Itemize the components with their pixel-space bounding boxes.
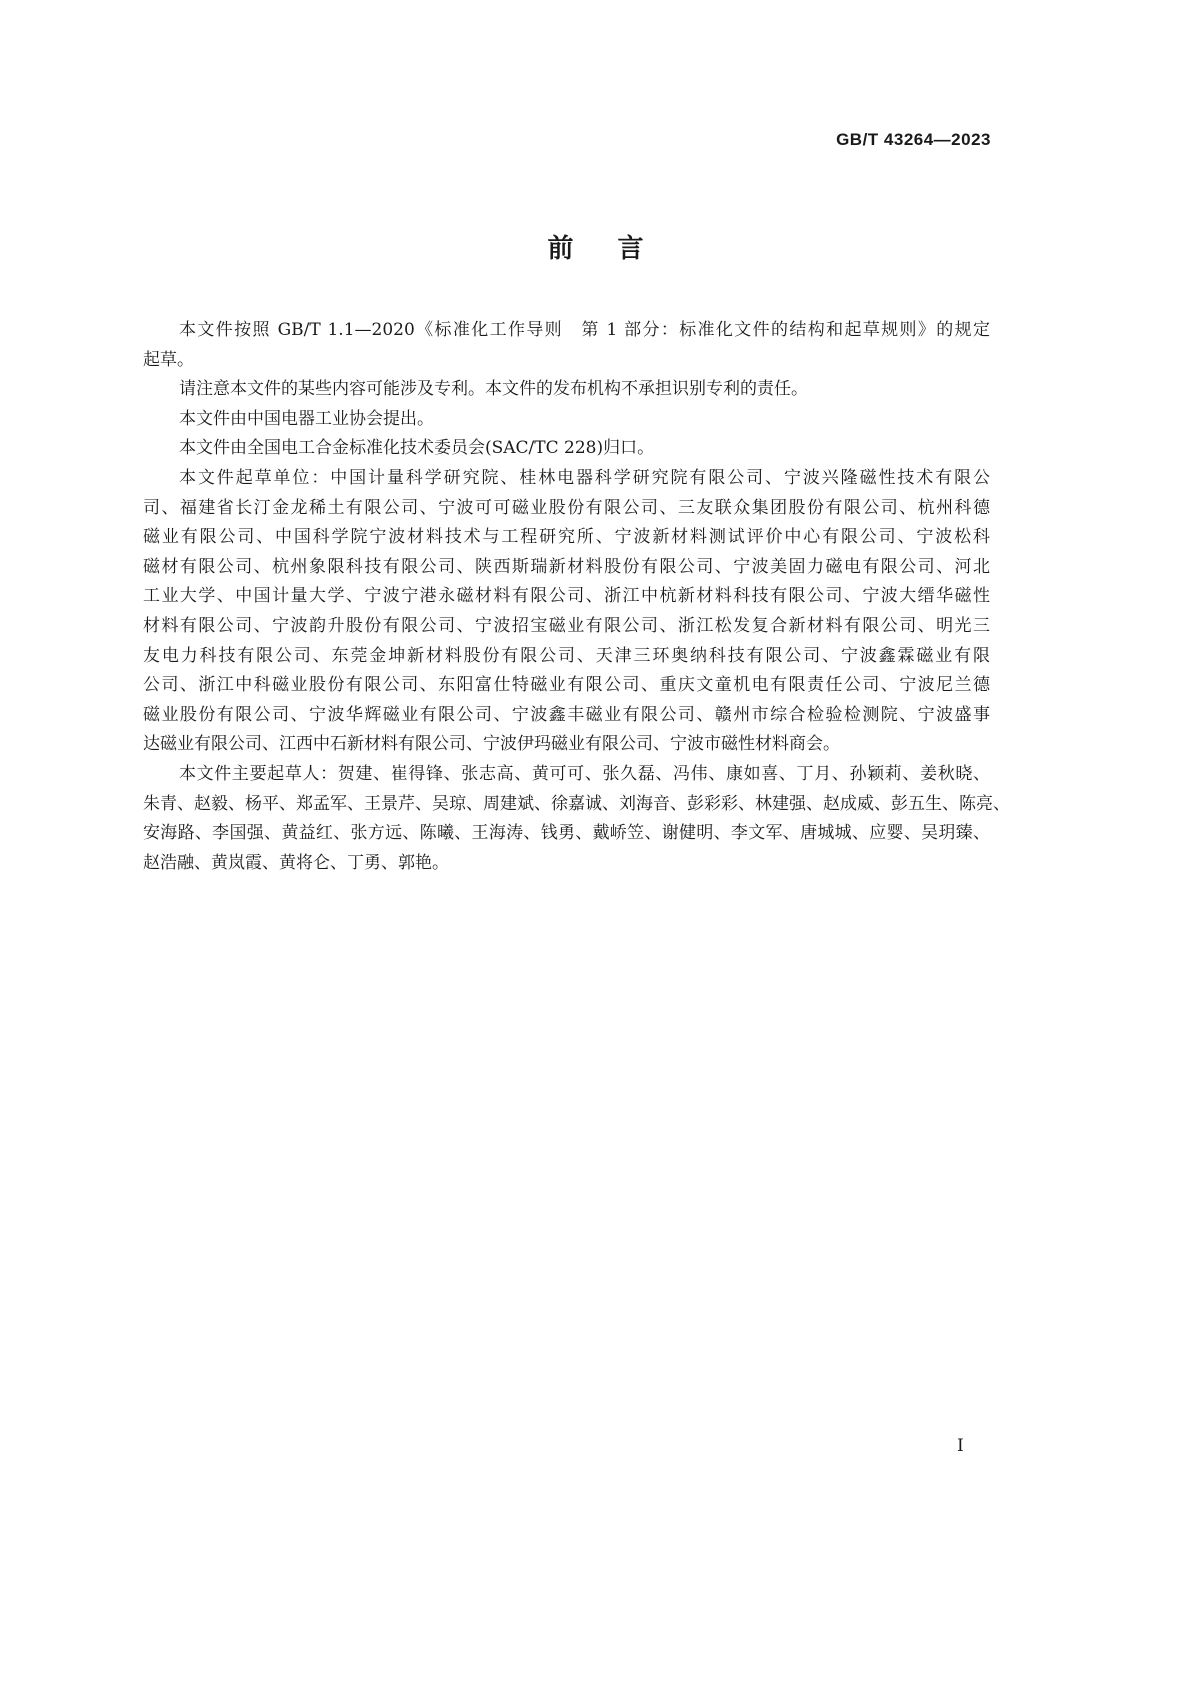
paragraph <box>143 375 990 405</box>
paragraph-line: 磁业股份有限公司、宁波华辉磁业有限公司、宁波鑫丰磁业有限公司、赣州市综合检验检测院、宁波盛事 <box>143 704 990 725</box>
paragraph <box>143 760 1010 878</box>
paragraph-line: 本文件起草单位：中国计量科学研究院、桂林电器科学研究院有限公司、宁波兴隆磁性技术有限公 <box>179 467 990 488</box>
paragraph <box>143 405 990 435</box>
paragraph <box>143 434 990 464</box>
paragraph-line: 材料有限公司、宁波韵升股份有限公司、宁波招宝磁业有限公司、浙江松发复合新材料有限公司、明光三 <box>143 615 990 636</box>
paragraph-line: 司、福建省长汀金龙稀土有限公司、宁波可可磁业股份有限公司、三友联众集团股份有限公司、杭州科德 <box>143 497 990 518</box>
paragraph-line: 安海路、李国强、黄益红、张方远、陈曦、王海涛、钱勇、戴峤笠、谢健明、李文军、唐城城、应婴、吴玥臻、 <box>143 823 990 844</box>
page-title: 前言 <box>547 234 688 264</box>
standard-code: GB/T 43264—2023 <box>836 130 991 149</box>
paragraph <box>143 464 990 760</box>
paragraph-line: 本文件由中国电器工业协会提出。 <box>179 408 434 429</box>
paragraph-line: 公司、浙江中科磁业股份有限公司、东阳富仕特磁业有限公司、重庆文童机电有限责任公司、宁波尼兰德 <box>143 675 990 696</box>
paragraph-line: 工业大学、中国计量大学、宁波宁港永磁材料有限公司、浙江中杭新材料科技有限公司、宁波大缙华磁性 <box>143 586 990 607</box>
paragraph-line: 本文件由全国电工合金标准化技术委员会(SAC/TC 228)归口。 <box>179 438 655 459</box>
paragraph <box>143 316 990 375</box>
paragraph-line: 达磁业有限公司、江西中石新材料有限公司、宁波伊玛磁业有限公司、宁波市磁性材料商会。 <box>143 734 840 755</box>
foreword-body <box>143 316 1010 878</box>
paragraph-line: 朱青、赵毅、杨平、郑孟军、王景芹、吴琼、周建斌、徐嘉诚、刘海音、彭彩彩、林建强、赵成威、彭五生、陈亮、 <box>143 793 1010 814</box>
paragraph-line: 起草。 <box>143 349 194 370</box>
paragraph-line: 请注意本文件的某些内容可能涉及专利。本文件的发布机构不承担识别专利的责任。 <box>179 379 808 400</box>
paragraph-line: 赵浩融、黄岚霞、黄将仑、丁勇、郭艳。 <box>143 852 449 873</box>
page-number: I <box>957 1436 964 1456</box>
paragraph-line: 磁业有限公司、中国科学院宁波材料技术与工程研究所、宁波新材料测试评价中心有限公司、宁波松科 <box>143 527 990 548</box>
paragraph-line: 本文件主要起草人：贺建、崔得锋、张志高、黄可可、张久磊、冯伟、康如喜、丁月、孙颖莉、姜秋晓、 <box>179 763 990 784</box>
paragraph-line: 友电力科技有限公司、东莞金坤新材料股份有限公司、天津三环奥纳科技有限公司、宁波鑫霖磁业有限 <box>143 645 990 666</box>
paragraph-line: 本文件按照 GB/T 1.1—2020《标准化工作导则 第 1 部分：标准化文件的结构和起草规则》的规定 <box>179 320 990 340</box>
paragraph-line: 磁材有限公司、杭州象限科技有限公司、陕西斯瑞新材料股份有限公司、宁波美固力磁电有限公司、河北 <box>143 556 990 577</box>
